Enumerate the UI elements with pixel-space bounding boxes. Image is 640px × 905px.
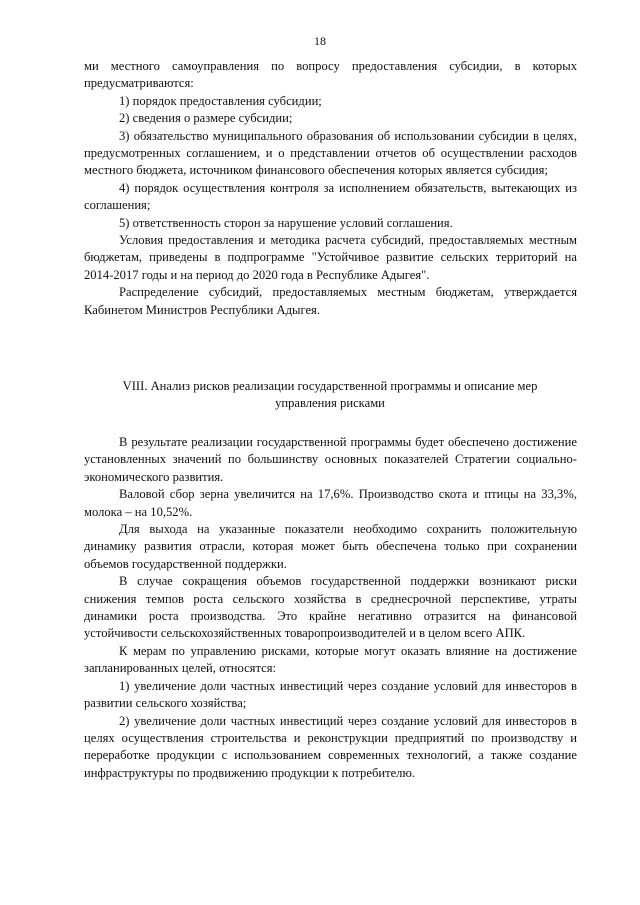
- list-item: 2) сведения о размере субсидии;: [119, 111, 293, 126]
- section-paragraph: В результате реализации государственной программы будет обеспечено достижение установленных значений по большинству основных показателей Стратегии социально-экономического развития.: [84, 435, 577, 484]
- section-paragraph: Для выхода на указанные показатели необходимо сохранить положительную динамику развития отрасли, которая может быть обеспечена только при сохранении объемов государственной поддержки.: [84, 522, 577, 571]
- list-item: 5) ответственность сторон за нарушение условий соглашения.: [119, 215, 453, 230]
- list-item: 3) обязательство муниципального образования об использовании субсидии в целях, предусмотренных соглашением, и о представлении отчетов об осуществлении расходов местного бюджета, источником финансового обеспечения которых является субсидия;: [84, 128, 577, 178]
- page-number: 18: [314, 34, 326, 48]
- paragraph-distribution: Распределение субсидий, предоставляемых местным бюджетам, утверждается Кабинетом Министров Республики Адыгея.: [84, 285, 577, 317]
- section-paragraph: В случае сокращения объемов государственной поддержки возникают риски снижения темпов роста сельского хозяйства в среднесрочной перспективе, утраты динамики роста производства. Это крайне негативно отразится на финансовой устойчивости сельскохозяйственных товаропроизводителей и в целом всего АПК.: [84, 574, 577, 641]
- section-heading: VIII. Анализ рисков реализации государственной программы и описание мер управления рисками: [122, 379, 538, 411]
- paragraph-conditions: Условия предоставления и методика расчета субсидий, предоставляемых местным бюджетам, приведены в подпрограмме "Устойчивое развитие сельских территорий на 2014-2017 годы и на период до 2020 года в Республике Адыгея".: [84, 233, 577, 282]
- list-item: 2) увеличение доли частных инвестиций через создание условий для инвесторов в целях осуществления строительства и реконструкции предприятий по производству и переработке продукции с использованием современных технологий, а также создание инфраструктуры по продвижению продукции к потребителю.: [84, 713, 577, 780]
- paragraph-continuation: ми местного самоуправления по вопросу предоставления субсидии, в которых предусматриваются:: [84, 59, 577, 91]
- list-item: 1) порядок предоставления субсидии;: [119, 93, 322, 108]
- list-item: 4) порядок осуществления контроля за исполнением обязательств, вытекающих из соглашения;: [84, 180, 577, 213]
- top-text-block: [84, 58, 577, 319]
- list-item: 1) увеличение доли частных инвестиций через создание условий для инвесторов в развитии сельского хозяйства;: [84, 678, 577, 711]
- section-body: [84, 434, 577, 782]
- section-paragraph: Валовой сбор зерна увеличится на 17,6%. Производство скота и птицы на 33,3%, молока – на 10,52%.: [84, 487, 577, 519]
- section-heading-block: [100, 378, 560, 413]
- section-paragraph: К мерам по управлению рисками, которые могут оказать влияние на достижение запланированных целей, относятся:: [84, 643, 577, 676]
